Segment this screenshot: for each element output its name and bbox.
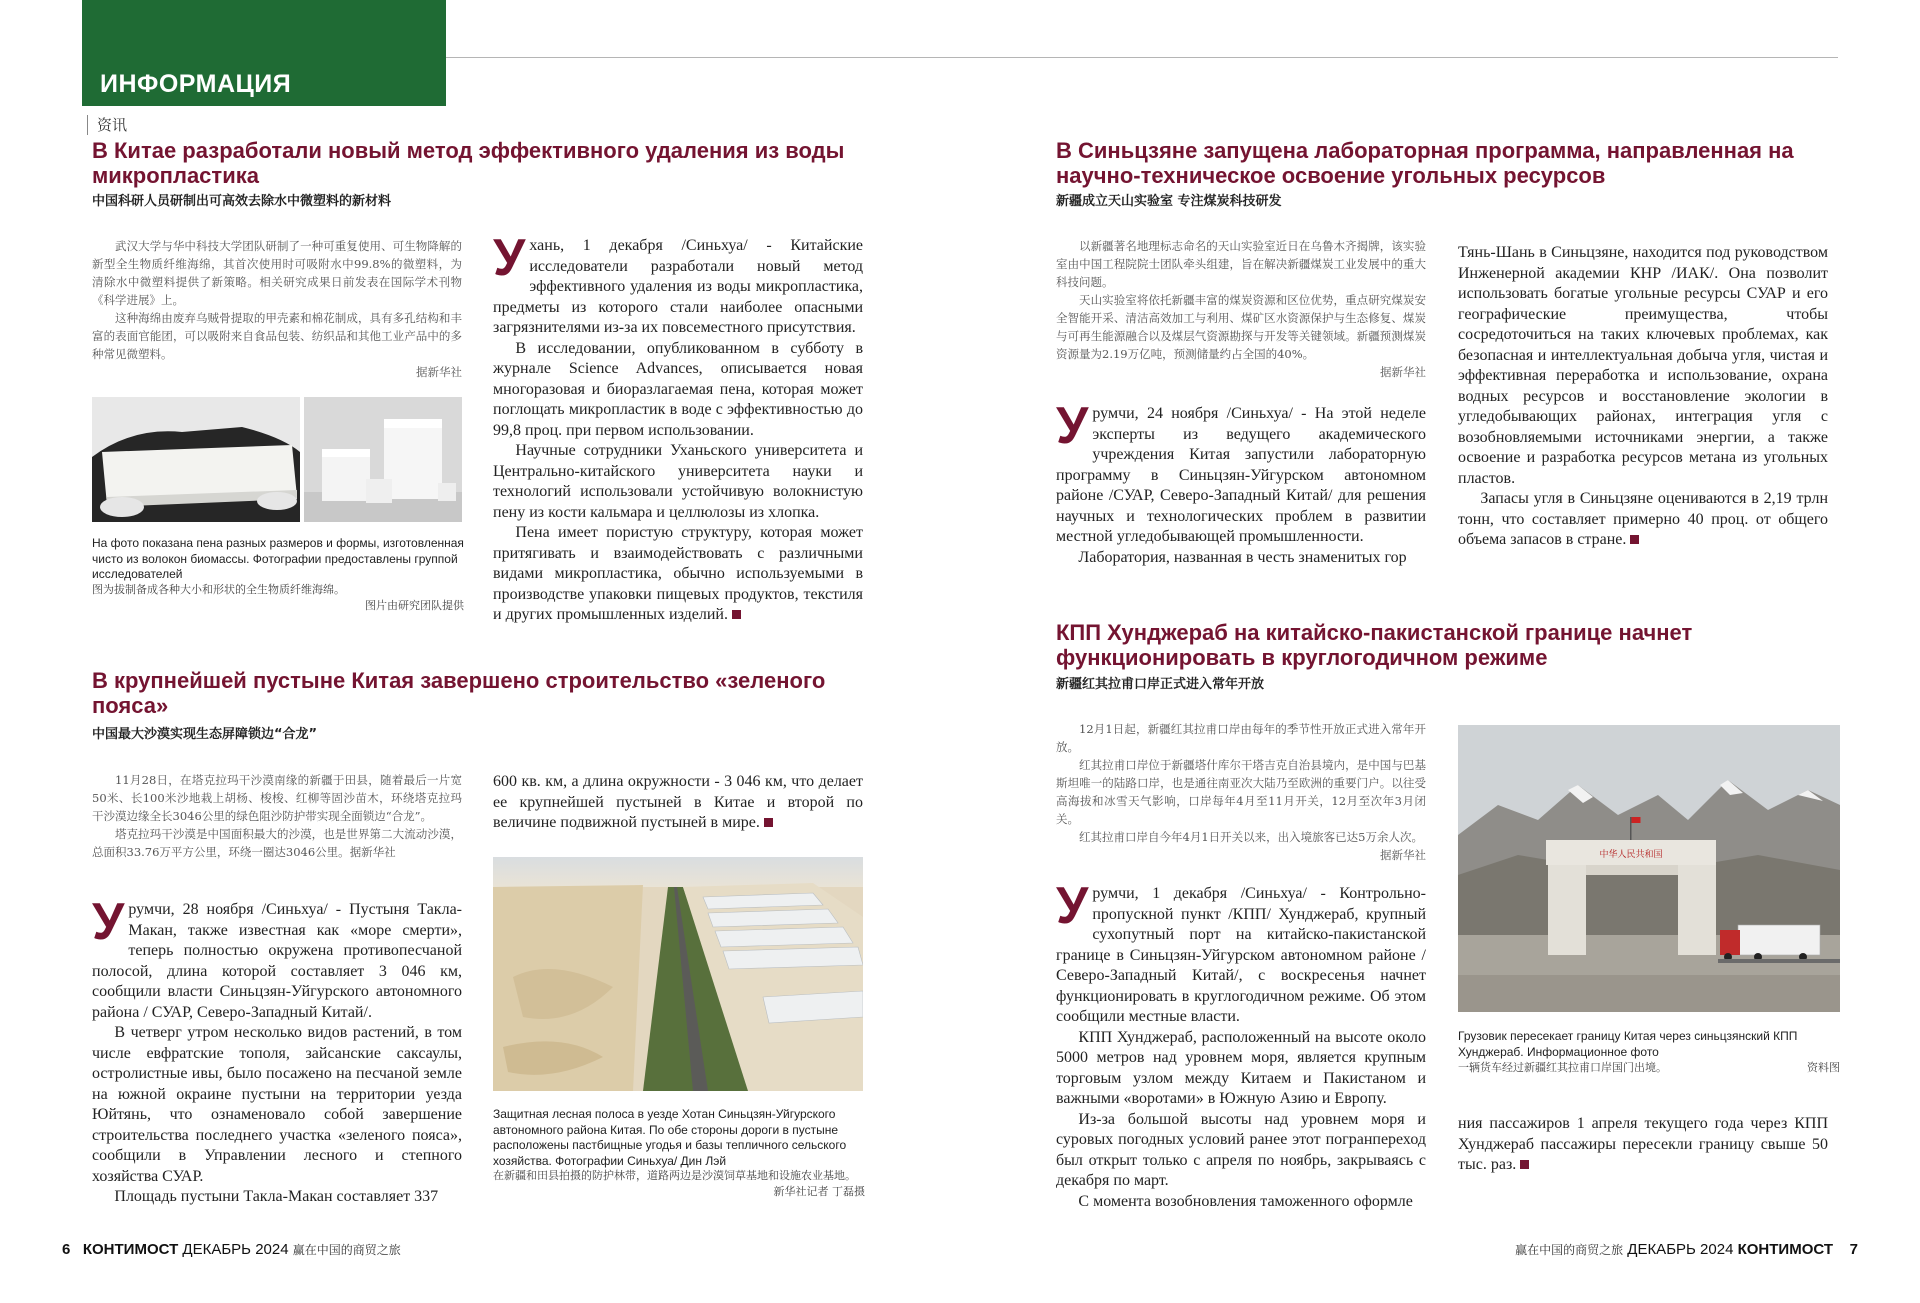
footer-left-slogan: 赢在中国的商贸之旅 bbox=[292, 1243, 401, 1257]
article1-lead-cn-p1: 武汉大学与华中科技大学团队研制了一种可重复使用、可生物降解的新型全生物质纤维海绵，其首次使用时可吸附水中99.8%的微塑料，为清除水中微塑料提供了新策略。相关研究成果日前发表在国际学术刊物《科学进展》上。 bbox=[92, 239, 462, 307]
article4-title-cn: 新疆红其拉甫口岸正式进入常年开放 bbox=[1056, 677, 1265, 692]
article2-body bbox=[92, 893, 462, 1208]
footer-right-magazine: КОНТИМОСТ bbox=[1737, 1241, 1833, 1258]
footer-left-issue: ДЕКАБРЬ 2024 bbox=[182, 1241, 289, 1258]
article3-title-cn: 新疆成立天山实验室 专注煤炭科技研发 bbox=[1056, 194, 1282, 209]
article2-photo-desert-road bbox=[493, 857, 863, 1091]
article4-body-p4: С момента возобновления таможенного оформле bbox=[1078, 1192, 1413, 1210]
footer-left-magazine: КОНТИМОСТ bbox=[82, 1241, 179, 1258]
section-title: ИНФОРМАЦИЯ bbox=[100, 70, 292, 98]
article1-lead-cn-p2: 这种海绵由废弃乌贼骨提取的甲壳素和棉花制成，具有多孔结构和丰富的表面官能团，可以吸附来自食品包装、纺织品和其他工业产品中的多种常见微塑料。 bbox=[92, 311, 462, 361]
article3-body-cont-p2: Запасы угля в Синьцзяне оцениваются в 2,19 трлн тонн, что составляет примерно 40 проц. от общего объема запасов в стране. bbox=[1458, 490, 1828, 548]
article3-body bbox=[1056, 397, 1426, 568]
article1-dropcap: У bbox=[493, 229, 526, 287]
article3-title: В Синьцзяне запущена лабораторная программа, направленная на научно-техническое освоение угольных ресурсов bbox=[1056, 138, 1794, 188]
article3-lead-cn bbox=[1056, 237, 1426, 381]
article4-body-cont: ния пассажиров 1 апреля текущего года через КПП Хунджераб пассажиры пересекли границу свыше 50 тыс. раз. bbox=[1458, 1115, 1828, 1173]
article2-lead-source: 据新华社 bbox=[349, 845, 396, 859]
article2-caption-credit: 新华社记者 丁磊摄 bbox=[773, 1185, 865, 1198]
article4-caption: Грузовик пересекает границу Китая через синьцзянский КПП Хунджераб. Информационное фото bbox=[1458, 1029, 1798, 1059]
article3-body-p1: румчи, 24 ноября /Синьхуа/ - На этой неделе эксперты из ведущего академического учреждения Китая запустили лабораторную программу в Синьцзян-Уйгурском автономном районе /СУАР, Северо-Западный Китай/ для решения научных и технологических проблем в развитии местной угледобывающей промышленности. bbox=[1056, 405, 1426, 545]
article2-dropcap: У bbox=[92, 893, 125, 951]
section-title-cn: 资讯 bbox=[97, 116, 128, 134]
article1-photo-foam-cubes bbox=[304, 397, 462, 522]
article4-lead-cn bbox=[1056, 720, 1426, 864]
article1-end-mark bbox=[732, 610, 741, 619]
article1-caption: На фото показана пена разных размеров и формы, изготовленная чисто из волокон биомассы. Фотографии предоставлены группой исследователей bbox=[92, 536, 464, 581]
article3-lead-cn-p2: 天山实验室将依托新疆丰富的煤炭资源和区位优势，重点研究煤炭安全智能开采、清洁高效加工与利用、煤矿区水资源保护与生态修复、煤炭与可再生能源融合以及煤层气资源勘探与开发等关键领域。新疆预测煤炭资源量为2.19万亿吨，预测储量约占全国的40%。 bbox=[1056, 293, 1426, 361]
article4-lead-cn-p2: 红其拉甫口岸位于新疆塔什库尔干塔吉克自治县境内，是中国与巴基斯坦唯一的陆路口岸，也是通往南亚次大陆乃至欧洲的重要门户。以往受高海拔和冰雪天气影响，口岸每年4月至11月开关，12月至次年3月闭关。 bbox=[1056, 758, 1426, 826]
article4-lead-source: 据新华社 bbox=[1380, 848, 1426, 862]
article2-caption-cn: 在新疆和田县拍摄的防护林带，道路两边是沙漠饲草基地和设施农业基地。 bbox=[493, 1169, 856, 1182]
article2-end-mark bbox=[764, 818, 773, 827]
article2-caption-cn-block bbox=[493, 1168, 865, 1200]
header-divider bbox=[446, 57, 1838, 58]
article4-gate-sign: 中华人民共和国 bbox=[1599, 850, 1663, 860]
article2-body-cont: 600 кв. км, а длина окружности - 3 046 км, что делает ее крупнейшей пустыней в Китае и второй по величине подвижной пустыней в мире. bbox=[493, 773, 863, 831]
article4-photo-border-gate bbox=[1458, 725, 1840, 1012]
article1-caption-credit: 图片由研究团队提供 bbox=[365, 599, 464, 612]
article1-body-p1: хань, 1 декабря /Синьхуа/ - Китайские исследователи разработали новый метод эффективного удаления из воды микропластика, предметы из которого стали наиболее опасными загрязнителями из-за их повсеместного присутствия. bbox=[493, 237, 863, 336]
article4-caption-cn: 一辆货车经过新疆红其拉甫口岸国门出境。 bbox=[1458, 1061, 1667, 1074]
article1-caption-cn-block bbox=[92, 582, 464, 614]
article4-dropcap: У bbox=[1056, 877, 1089, 935]
article4-lead-cn-p1: 12月1日起，新疆红其拉甫口岸由每年的季节性开放正式进入常年开放。 bbox=[1056, 722, 1426, 754]
article4-caption-credit: 资料图 bbox=[1807, 1061, 1840, 1074]
article4-body-p2: КПП Хунджераб, расположенный на высоте около 5000 метров над уровнем моря, является крупным торговым узлом между Китаем и Пакистаном и важными «воротами» в Южную Азию и Европу. bbox=[1056, 1028, 1426, 1107]
article3-body-cont-p1: Тянь-Шань в Синьцзяне, находится под руководством Инженерной академии КНР /ИАК/. Она позволит использовать богатые угольные ресурсы СУАР и его географические преимущества, чтобы сосредоточиться на таких ключевых проблемах, как безопасная и интеллектуальная добыча угля, чистая и эффективная переработка и использование, охрана водных ресурсов и восстановление экологии в угледобывающих районах, интеграция угля с возобновляемыми источниками энергии, а также освоение и разработка ресурсов метана из угольных пластов. bbox=[1458, 244, 1828, 487]
article4-title: КПП Хунджераб на китайско-пакистанской границе начнет функционировать в круглогодичном режиме bbox=[1056, 620, 1693, 670]
footer-left-page-number: 6 bbox=[62, 1241, 71, 1258]
article1-lead-source: 据新华社 bbox=[416, 365, 462, 379]
article1-body-p3: Научные сотрудники Уханьского университета и Центрально-китайского университета науки и технологий использовали устойчивую волокнистую пену из кости кальмара и целлюлозы из хлопка. bbox=[493, 442, 863, 521]
footer-right-page-number: 7 bbox=[1849, 1241, 1858, 1258]
article2-lead-cn-p2: 塔克拉玛干沙漠是中国面积最大的沙漠，也是世界第二大流动沙漠，总面积33.76万平方公里，环绕一圈达3046公里。 bbox=[92, 827, 462, 859]
article1-lead-cn bbox=[92, 237, 462, 381]
article4-end-mark bbox=[1520, 1160, 1529, 1169]
article2-lead-cn bbox=[92, 771, 462, 861]
article3-dropcap: У bbox=[1056, 397, 1089, 455]
article1-body bbox=[493, 229, 863, 626]
article3-lead-cn-p1: 以新疆著名地理标志命名的天山实验室近日在乌鲁木齐揭牌，该实验室由中国工程院院士团队牵头组建，旨在解决新疆煤炭工业发展中的重大科技问题。 bbox=[1056, 239, 1426, 289]
footer-right-slogan: 赢在中国的商贸之旅 bbox=[1515, 1243, 1624, 1257]
article3-body-continued bbox=[1458, 243, 1828, 551]
article1-body-p4: Пена имеет пористую структуру, которая может притягивать и взаимодействовать с различными видами микропластика, обычно используемыми в производстве упаковки пищевых продуктов, текстиля и других промышленных изделий. bbox=[493, 524, 863, 623]
article1-title: В Китае разработали новый метод эффективного удаления из воды микропластика bbox=[92, 138, 845, 188]
article1-title-cn: 中国科研人员研制出可高效去除水中微塑料的新材料 bbox=[92, 194, 392, 209]
article2-caption: Защитная лесная полоса в уезде Хотан Синьцзян-Уйгурского автономного района Китая. По обе стороны дороги в пустыне расположены пастбищные угодья и базы тепличного сельского хозяйства. Фотографии Синьхуа/ Дин Лэй bbox=[493, 1107, 847, 1168]
article3-lead-source: 据新华社 bbox=[1380, 365, 1426, 379]
article1-photo-foam-hands bbox=[92, 397, 300, 522]
header-sub-divider bbox=[87, 115, 88, 135]
article4-body-continued bbox=[1458, 1114, 1828, 1176]
article2-body-p2: В четверг утром несколько видов растений, в том числе евфратские тополя, зайсанские саксаулы, остролистные ивы, было посажено на песчаной земле на южной окраине пустыни на территории уезда Юйтянь, что ознаменовало собой завершение строительства последнего участка «зеленого пояса», сообщили в Управлении лесного и степного хозяйства СУАР. bbox=[92, 1024, 462, 1185]
article2-title-cn: 中国最大沙漠实现生态屏障锁边“合龙” bbox=[92, 727, 318, 742]
article4-caption-cn-block bbox=[1458, 1060, 1840, 1076]
article2-title: В крупнейшей пустыне Китая завершено строительство «зеленого пояса» bbox=[92, 668, 826, 718]
article3-end-mark bbox=[1630, 535, 1639, 544]
article4-body-p1: румчи, 1 декабря /Синьхуа/ - Контрольно-пропускной пункт /КПП/ Хунджераб, крупный сухопутный порт на китайско-пакистанской границе в Синьцзян-Уйгурском автономном районе /Северо-Западный Китай/, с воскресенья начнет функционировать в круглогодичном режиме. Об этом сообщили местные власти. bbox=[1056, 885, 1426, 1025]
article1-caption-cn: 图为拔制备成各种大小和形状的全生物质纤维海绵。 bbox=[92, 583, 345, 596]
footer-right bbox=[1515, 1241, 1858, 1258]
article2-body-p3: Площадь пустыни Такла-Макан составляет 337 bbox=[114, 1188, 439, 1205]
article2-body-continued bbox=[493, 772, 863, 834]
footer-right-issue: ДЕКАБРЬ 2024 bbox=[1627, 1241, 1734, 1258]
article2-body-p1: румчи, 28 ноября /Синьхуа/ - Пустыня Такла-Макан, также известная как «море смерти», теперь полностью окружена противопесчаной полосой, длина которой составляет 3 046 км, сообщили власти Синьцзян-Уйгурского автономного района / СУАР, Северо-Западный Китай/. bbox=[92, 901, 462, 1021]
article2-lead-cn-p1: 11月28日，在塔克拉玛干沙漠南缘的新疆于田县，随着最后一片宽50米、长100米沙地栽上胡杨、梭梭、红柳等固沙苗木，环绕塔克拉玛干沙漠边缘全长3046公里的绿色阻沙防护带实现全面锁边“合龙”。 bbox=[92, 773, 462, 823]
article4-lead-cn-p3: 红其拉甫口岸自今年4月1日开关以来，出入境旅客已达5万余人次。 bbox=[1079, 830, 1423, 844]
article4-body bbox=[1056, 877, 1426, 1212]
article3-body-p2: Лаборатория, названная в честь знаменитых гор bbox=[1078, 548, 1407, 566]
article1-body-p2: В исследовании, опубликованном в субботу в журнале Science Advances, описывается новая многоразовая и биоразлагаемая пена, которая может поглощать микропластик в воде с эффективностью до 99,8 проц. при первом использовании. bbox=[493, 339, 863, 439]
article4-body-p3: Из-за большой высоты над уровнем моря и суровых погодных условий ранее этот погранпереход был открыт только с апреля по ноябрь, закрываясь с декабря по март. bbox=[1056, 1110, 1426, 1189]
footer-left bbox=[62, 1241, 401, 1258]
